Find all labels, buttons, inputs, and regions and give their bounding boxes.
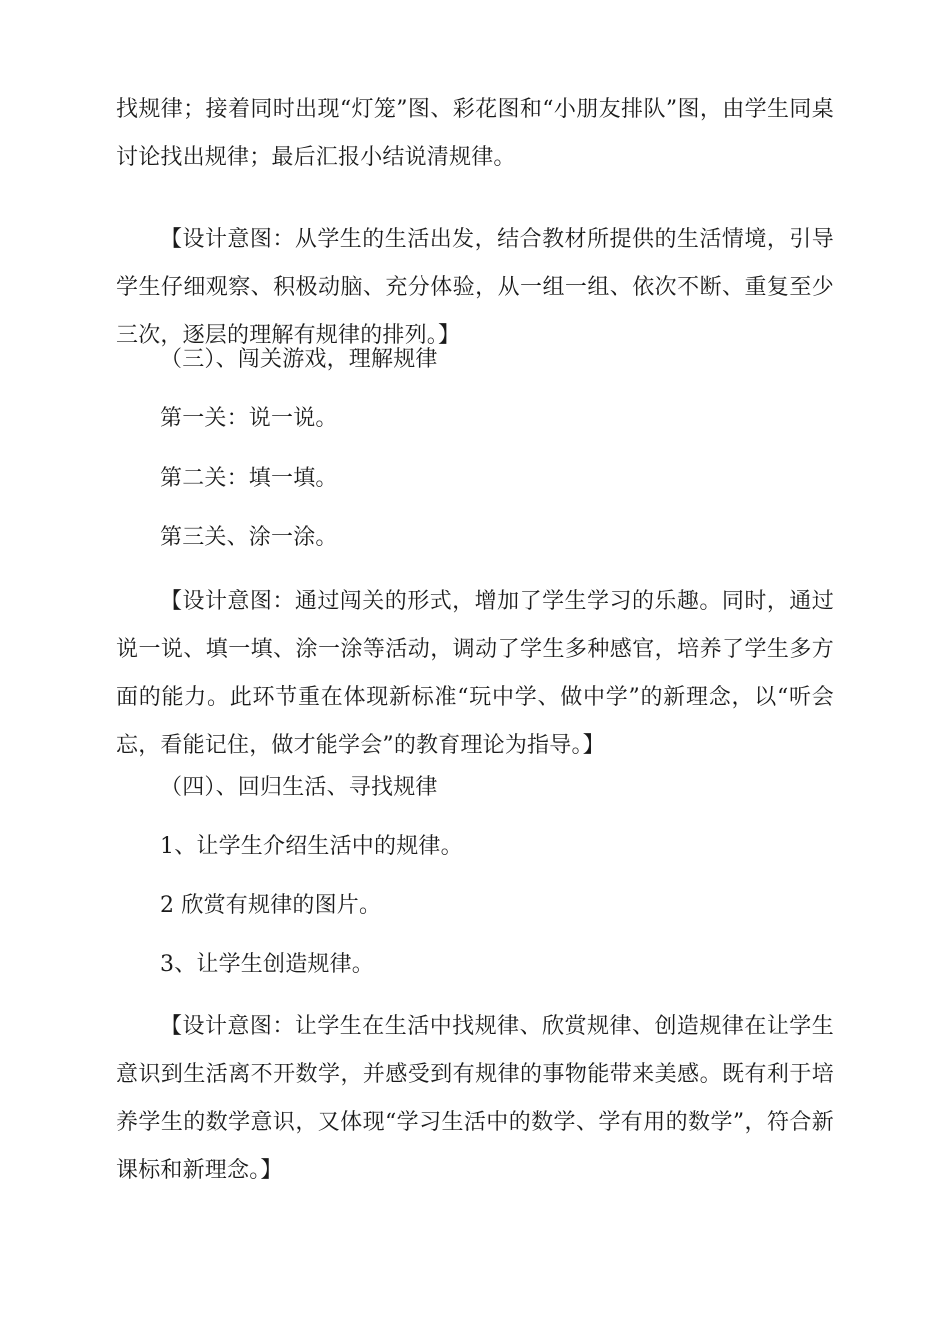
list-item-2: 2 欣赏有规律的图片。	[160, 893, 382, 918]
section-heading-4: （四）、回归生活、寻找规律	[160, 775, 438, 800]
list-item-1: 1、让学生介绍生活中的规律。	[160, 834, 463, 859]
level-2-item: 第二关：填一填。	[160, 466, 338, 491]
paragraph-intro-continuation: 找规律；接着同时出现“灯笼”图、彩花图和“小朋友排队”图，由学生同桌讨论找出规律；最后汇报小结说清规律。	[116, 97, 834, 170]
paragraph-design-intent-3: 【设计意图：让学生在生活中找规律、欣赏规律、创造规律在让学生意识到生活离不开数学，并感受到有规律的事物能带来美感。既有利于培养学生的数学意识，又体现“学习生活中的数学、学有用的数学”，符合新课标和新理念。】	[116, 1014, 834, 1183]
list-item-3: 3、让学生创造规律。	[160, 952, 374, 977]
paragraph-design-intent-2: 【设计意图：通过闯关的形式，增加了学生学习的乐趣。同时，通过说一说、填一填、涂一涂等活动，调动了学生多种感官，培养了学生多方面的能力。此环节重在体现新标准“玩中学、做中学”的新理念，以“听会忘，看能记住，做才能学会”的教育理论为指导。】	[116, 589, 834, 758]
level-1-item: 第一关：说一说。	[160, 406, 338, 431]
paragraph-design-intent-1: 【设计意图：从学生的生活出发，结合教材所提供的生活情境，引导学生仔细观察、积极动脑、充分体验，从一组一组、依次不断、重复至少三次，逐层的理解有规律的排列。】	[116, 227, 834, 348]
section-heading-3: （三）、闯关游戏，理解规律	[160, 347, 438, 372]
level-3-item: 第三关、涂一涂。	[160, 525, 338, 550]
